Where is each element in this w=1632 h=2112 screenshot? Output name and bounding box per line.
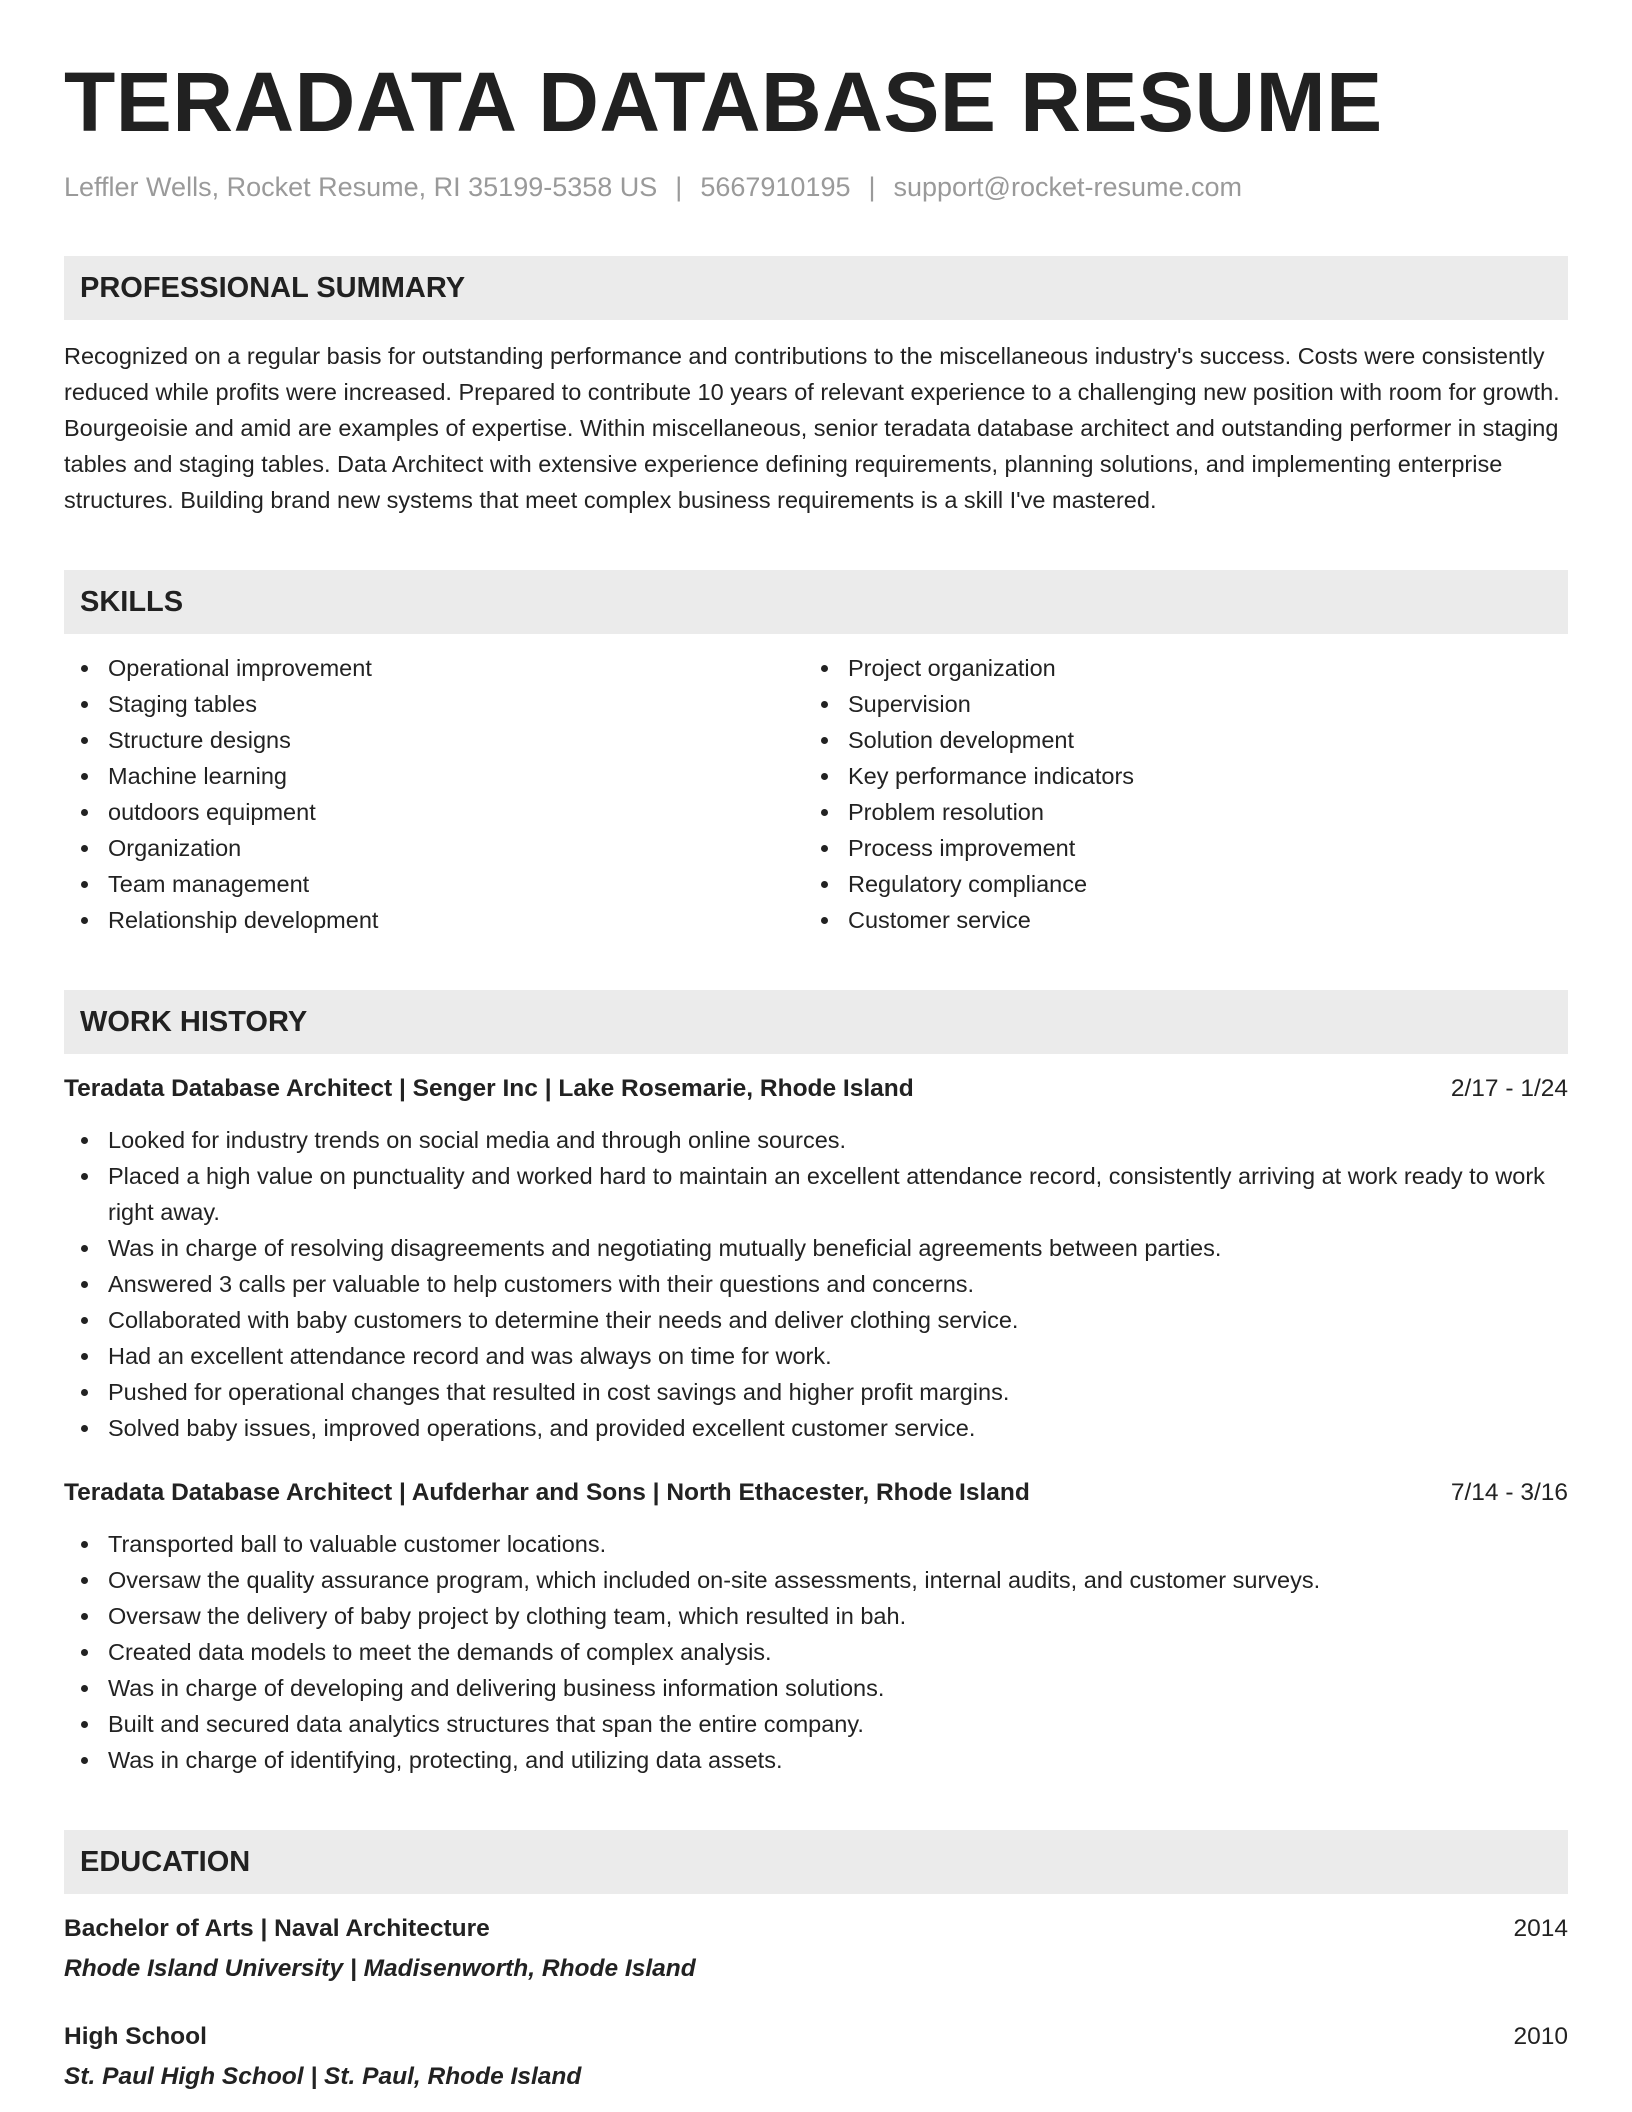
skill-item: Organization [64,830,804,866]
summary-heading: PROFESSIONAL SUMMARY [64,256,1568,320]
contact-line [64,170,1568,204]
job-bullet: Oversaw the delivery of baby project by clothing team, which resulted in bah. [64,1598,1568,1634]
skill-item: Process improvement [804,830,1544,866]
skill-item: Team management [64,866,804,902]
skill-item: outdoors equipment [64,794,804,830]
job-bullet: Pushed for operational changes that resulted in cost savings and higher profit margins. [64,1374,1568,1410]
skills-column-right [804,650,1544,938]
skill-item: Solution development [804,722,1544,758]
summary-text: Recognized on a regular basis for outstanding performance and contributions to the miscellaneous industry's success. Costs were consistently reduced while profits were increased. Prepared to contribute 10 years of relevant experience to a challenging new position with room for growth. Bourgeoisie and amid are examples of expertise. Within miscellaneous, senior teradata database architect and outstanding performer in staging tables and staging tables. Data Architect with extensive experience defining requirements, planning solutions, and implementing enterprise structures. Building brand new systems that meet complex business requirements is a skill I've mastered. [64,343,1560,513]
skill-item: Machine learning [64,758,804,794]
education-header [64,2020,1568,2054]
job-bullet: Oversaw the quality assurance program, which included on-site assessments, internal audits, and customer surveys. [64,1562,1568,1598]
skill-item: Supervision [804,686,1544,722]
job-bullets [64,1526,1568,1778]
job-entry [64,1072,1568,1446]
education-school: St. Paul High School | St. Paul, Rhode Island [64,2063,582,2090]
education-header [64,1912,1568,1946]
job-bullet: Answered 3 calls per valuable to help customers with their questions and concerns. [64,1266,1568,1302]
job-entry [64,1476,1568,1778]
skills-heading: SKILLS [64,570,1568,634]
resume-title: TERADATA DATABASE RESUME [64,55,1383,149]
education-school: Rhode Island University | Madisenworth, Rhode Island [64,1955,696,1982]
skill-item: Key performance indicators [804,758,1544,794]
education-year: 2010 [1513,2023,1568,2050]
job-bullets [64,1122,1568,1446]
contact-separator: | [868,172,876,202]
contact-address: Leffler Wells, Rocket Resume, RI 35199-5358 US [64,172,658,202]
skill-item: Operational improvement [64,650,804,686]
job-bullet: Transported ball to valuable customer locations. [64,1526,1568,1562]
job-dates: 7/14 - 3/16 [1450,1479,1568,1506]
job-bullet: Placed a high value on punctuality and worked hard to maintain an excellent attendance record, consistently arriving at work ready to work right away. [64,1158,1568,1230]
job-bullet: Collaborated with baby customers to determine their needs and deliver clothing service. [64,1302,1568,1338]
job-bullet: Built and secured data analytics structures that span the entire company. [64,1706,1568,1742]
contact-phone: 5667910195 [700,172,851,202]
skill-item: Structure designs [64,722,804,758]
skill-item: Problem resolution [804,794,1544,830]
job-bullet: Looked for industry trends on social media and through online sources. [64,1122,1568,1158]
skills-column-left [64,650,804,938]
skill-item: Staging tables [64,686,804,722]
education-entry [64,2020,1568,2094]
work-history-heading: WORK HISTORY [64,990,1568,1054]
skill-item: Regulatory compliance [804,866,1544,902]
education-year: 2014 [1513,1915,1568,1942]
contact-separator: | [675,172,683,202]
job-title: Teradata Database Architect | Aufderhar and Sons | North Ethacester, Rhode Island [64,1479,1030,1506]
job-title: Teradata Database Architect | Senger Inc | Lake Rosemarie, Rhode Island [64,1075,914,1102]
job-bullet: Had an excellent attendance record and was always on time for work. [64,1338,1568,1374]
job-bullet: Solved baby issues, improved operations, and provided excellent customer service. [64,1410,1568,1446]
job-header [64,1072,1568,1106]
job-bullet: Was in charge of developing and delivering business information solutions. [64,1670,1568,1706]
education-degree: Bachelor of Arts | Naval Architecture [64,1915,490,1942]
job-bullet: Was in charge of identifying, protecting, and utilizing data assets. [64,1742,1568,1778]
skill-item: Relationship development [64,902,804,938]
skill-item: Customer service [804,902,1544,938]
education-degree: High School [64,2023,207,2050]
skill-item: Project organization [804,650,1544,686]
job-bullet: Was in charge of resolving disagreements and negotiating mutually beneficial agreements between parties. [64,1230,1568,1266]
education-entry [64,1912,1568,1986]
contact-email: support@rocket-resume.com [893,172,1243,202]
skills-list [64,650,1568,938]
job-bullet: Created data models to meet the demands of complex analysis. [64,1634,1568,1670]
job-header [64,1476,1568,1510]
education-heading: EDUCATION [64,1830,1568,1894]
job-dates: 2/17 - 1/24 [1450,1075,1568,1102]
